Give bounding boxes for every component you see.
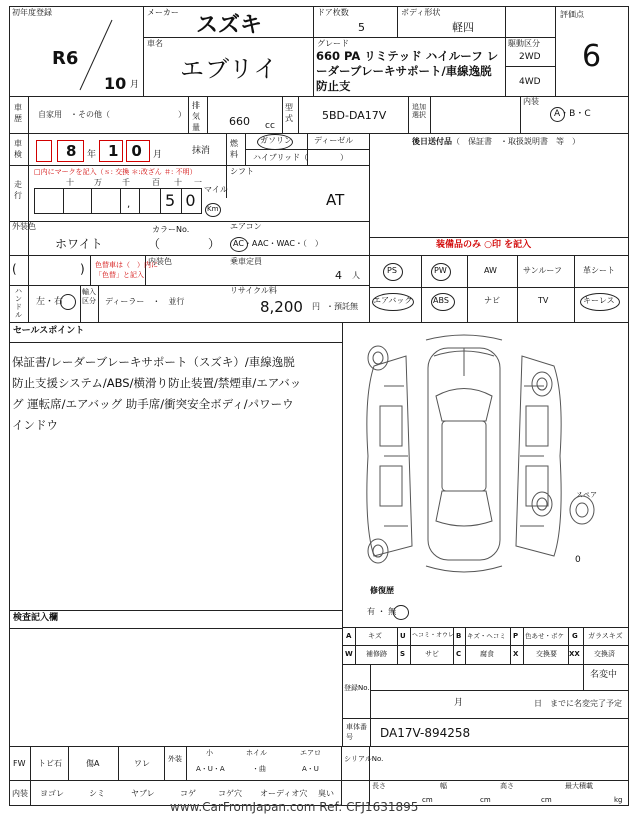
divider xyxy=(80,285,81,322)
divider xyxy=(9,628,342,629)
divider xyxy=(517,255,518,322)
tire-rl xyxy=(368,539,388,563)
fw-item: ワレ xyxy=(134,759,150,768)
documents-label: 後日送付品 xyxy=(412,137,452,146)
divider xyxy=(342,718,629,719)
body-label: ボディ形状 xyxy=(401,8,441,17)
legend-desc: サビ xyxy=(425,650,439,658)
divider xyxy=(313,6,314,37)
person-unit: 人 xyxy=(352,271,360,280)
spare-tire xyxy=(570,496,594,524)
repair-label: 修復歴 xyxy=(370,586,394,595)
equip-keyless: キーレス xyxy=(583,296,615,305)
inspection-day: 10 xyxy=(108,142,155,160)
inspection-box-1 xyxy=(36,140,52,162)
legend-code: C xyxy=(456,650,462,658)
interior-color-label: 内装色 xyxy=(148,257,172,266)
sales-text xyxy=(12,352,340,436)
interior-color-paren-r: ) xyxy=(80,262,85,276)
divider xyxy=(370,690,629,691)
divider xyxy=(505,6,506,96)
divider xyxy=(342,645,629,646)
divider xyxy=(342,322,343,746)
repair-options: 有 ・ 無 xyxy=(367,607,397,616)
first-reg-year: R6 xyxy=(52,48,79,69)
sales-line: グ 運転席/エアバッグ 助手席/衝突安全ボディ/パワーウ xyxy=(12,397,294,411)
digit-label: 十 xyxy=(66,178,74,187)
divider xyxy=(421,255,422,322)
legend-desc: 腐食 xyxy=(480,650,494,658)
equip-abs: ABS xyxy=(433,296,449,305)
inspection-notes-label: 検査記入欄 xyxy=(13,613,59,623)
history-close: ） xyxy=(178,110,186,119)
drive-2wd: 2WD xyxy=(519,52,541,62)
documents-text: （ 保証書 ・取扱説明書 等 ） xyxy=(452,137,580,146)
mileage-unit: マイル xyxy=(204,185,228,194)
equip-sunroof: サンルーフ xyxy=(523,266,562,275)
nai-item: シミ xyxy=(89,789,105,798)
divider xyxy=(430,96,431,133)
divider xyxy=(186,746,187,780)
car-rear-window xyxy=(436,491,492,526)
divider xyxy=(30,746,31,806)
nai-item: コゲ穴 xyxy=(218,789,242,798)
fuel-diesel: ディーゼル xyxy=(314,136,354,145)
ext-curve: ・曲 xyxy=(252,765,266,773)
tire-fr-inner xyxy=(537,378,547,390)
tire-rr-inner xyxy=(537,498,547,510)
chassis-label: 車体番号 xyxy=(346,723,367,741)
fw-label: FW xyxy=(13,759,26,768)
divider xyxy=(465,627,466,664)
mileage-note: □内にマークを記入（ｓ: 交換 ＊:改ざん ＃: 不明） xyxy=(34,168,197,176)
tire-fl-inner xyxy=(373,352,383,364)
equip-navi: ナビ xyxy=(484,296,500,305)
car-roof xyxy=(442,421,486,491)
divider xyxy=(298,96,299,133)
grade-value: 660 PA リミテッド ハイルーフ レーダーブレーキサポート/車線逸脱防止支 xyxy=(316,49,499,93)
legend-desc: 色あせ・ボケ xyxy=(525,632,564,640)
divider xyxy=(164,746,165,780)
divider xyxy=(63,188,64,214)
deregistration: 抹消 xyxy=(192,146,211,156)
equip-airbag: エアバック xyxy=(373,296,413,305)
options-label: 追加選択 xyxy=(412,103,426,119)
type-value: 5BD-DA17V xyxy=(322,109,387,122)
ext-aero: エアロ xyxy=(300,749,321,757)
exterior-label: 外装 xyxy=(168,755,182,763)
nai-label: 内装 xyxy=(12,789,28,798)
ext-wheel: ホイル xyxy=(246,749,267,757)
shift-value: AT xyxy=(326,191,345,209)
history-value: 自家用 ・その他（ xyxy=(38,110,110,119)
legend-desc: ヘコミ・オウレ xyxy=(412,632,455,639)
handle-value: 左・右 xyxy=(36,297,64,307)
maxload-label: 最大積載 xyxy=(565,782,593,790)
legend-code: G xyxy=(572,632,578,640)
divider xyxy=(369,133,370,322)
divider xyxy=(510,627,511,664)
equip-aw: AW xyxy=(484,266,497,275)
first-reg-month: 10 xyxy=(104,74,127,93)
displacement-value: 660 xyxy=(229,115,250,128)
divider xyxy=(9,221,369,222)
ext-auw: A・U・A xyxy=(196,765,225,773)
legend-code: A xyxy=(346,632,352,640)
maker-value: スズキ xyxy=(196,13,263,38)
legend-desc: 交換済 xyxy=(594,650,615,658)
fuel-label: 燃料 xyxy=(230,139,238,159)
doors-value: 5 xyxy=(358,21,365,34)
fuel-hybrid: ハイブリッド xyxy=(253,153,301,162)
divider xyxy=(9,285,369,286)
first-reg-month-unit: 月 xyxy=(130,80,140,90)
digit-label: 万 xyxy=(94,178,102,187)
divider xyxy=(342,664,629,665)
sales-line: インドウ xyxy=(12,418,58,432)
divider xyxy=(9,746,629,747)
repair-none-circle xyxy=(393,605,409,620)
body-value: 軽四 xyxy=(452,21,474,34)
width-unit: cm xyxy=(480,796,491,804)
digit-label: 百 xyxy=(152,178,160,187)
digit-label: 一 xyxy=(194,178,202,187)
ac-label: エアコン xyxy=(230,222,262,231)
divider xyxy=(9,610,342,611)
divider xyxy=(341,746,342,806)
score-label: 評価点 xyxy=(560,10,584,19)
divider xyxy=(28,96,29,322)
ac-value: AC・AAC・WAC・（ ） xyxy=(233,239,323,248)
car-windshield xyxy=(436,389,492,422)
model-label: 車名 xyxy=(147,39,163,48)
divider xyxy=(523,627,524,664)
divider xyxy=(342,627,629,628)
import-label: 輸入区分 xyxy=(82,288,96,305)
height-label: 高さ xyxy=(500,782,514,790)
divider xyxy=(188,96,189,133)
legend-desc: 補修跡 xyxy=(366,650,387,658)
reg-no-label: 登録No. xyxy=(344,684,370,692)
length-unit: cm xyxy=(422,796,433,804)
interior-grades: A・B・C xyxy=(554,109,591,119)
nai-item: ヤブレ xyxy=(131,789,155,798)
interior-label: 内装 xyxy=(523,97,539,106)
divider xyxy=(583,664,584,690)
fuel-gasoline: ガソリン xyxy=(260,136,292,145)
legend-code: X xyxy=(513,650,519,658)
legend-code: XX xyxy=(569,650,580,658)
ext-auw2: A・U xyxy=(302,765,319,773)
repaint-note2: 「色替」と記入 xyxy=(95,271,144,279)
nai-item: コゲ xyxy=(180,789,196,798)
divider xyxy=(9,342,342,343)
divider xyxy=(139,188,140,214)
width-label: 幅 xyxy=(440,782,447,790)
fw-item: 傷A xyxy=(86,759,100,768)
spare-label: スペア xyxy=(576,491,597,499)
recycle-label: リサイクル料 xyxy=(230,286,277,295)
mileage-label: 走行 xyxy=(14,180,22,200)
legend-code: B xyxy=(456,632,462,640)
equip-tv: TV xyxy=(538,296,549,305)
tire-fl xyxy=(368,346,388,370)
nai-item: ヨゴレ xyxy=(40,789,64,798)
equip-leather: 革シート xyxy=(583,266,615,275)
divider xyxy=(555,6,556,96)
divider xyxy=(369,237,629,238)
divider xyxy=(313,37,314,96)
divider xyxy=(520,96,521,133)
color-paren: （ ） xyxy=(148,237,221,251)
divider xyxy=(583,627,584,664)
divider xyxy=(118,746,119,780)
nai-item: オーディオ穴 xyxy=(260,789,308,798)
legend-code: P xyxy=(513,632,519,640)
watermark: www.CarFromJapan.com Ref: CFJ1631895 xyxy=(170,800,419,814)
reg-day-note: 日 までに名変完了予定 xyxy=(534,699,622,708)
drive-4wd: 4WD xyxy=(519,77,541,87)
deposit: ・預託無 xyxy=(326,302,358,311)
reg-month: 月 xyxy=(454,698,464,708)
model-value: エブリイ xyxy=(180,55,279,83)
doors-label: ドア枚数 xyxy=(317,8,349,17)
legend-desc: キズ・ヘコミ xyxy=(467,632,506,640)
divider xyxy=(369,287,629,288)
km-unit: Km xyxy=(207,205,219,213)
legend-desc: ガラスキズ xyxy=(588,632,623,640)
fw-item: トビ石 xyxy=(38,759,62,768)
mileage-comma: , xyxy=(127,199,131,210)
divider xyxy=(568,627,569,664)
digit-label: 千 xyxy=(122,178,130,187)
divider xyxy=(410,627,411,664)
nai-item: 臭い xyxy=(318,789,334,798)
chassis-value: DA17V-894258 xyxy=(380,726,471,740)
grade-label: グレード xyxy=(317,39,349,48)
divider xyxy=(91,188,92,214)
repaint-note1: 色替車は（ ）内に xyxy=(95,261,158,269)
cc-unit: cc xyxy=(265,121,275,131)
divider xyxy=(207,96,208,133)
divider xyxy=(282,96,283,133)
inspection-month-unit: 月 xyxy=(153,150,163,160)
capacity-label: 乗車定員 xyxy=(230,257,262,266)
divider xyxy=(574,255,575,322)
divider xyxy=(145,255,146,285)
inspection-label: 車検 xyxy=(14,139,22,159)
ext-small: 小 xyxy=(206,749,213,757)
color-value: ホワイト xyxy=(55,237,103,251)
yen-unit: 円 xyxy=(312,302,320,311)
inspection-month: 8 xyxy=(66,142,77,160)
history-label: 車歴 xyxy=(14,103,22,123)
divider xyxy=(397,627,398,664)
divider xyxy=(90,255,91,285)
handle-circle xyxy=(60,294,76,310)
recycle-value: 8,200 xyxy=(260,298,303,316)
tire-fr xyxy=(532,372,552,396)
divider xyxy=(9,255,629,256)
interior-color-paren-l: ( xyxy=(12,262,17,276)
divider xyxy=(467,255,468,322)
type-label: 型式 xyxy=(285,103,293,123)
maker-label: メーカー xyxy=(147,8,179,17)
legend-code: S xyxy=(400,650,406,658)
equip-ps: PS xyxy=(387,266,397,275)
sales-line: 保証書/レーダーブレーキサポート（スズキ）/車線逸脱 xyxy=(12,355,295,369)
divider xyxy=(98,285,99,322)
name-change: 名変中 xyxy=(590,670,618,680)
color-label: 外装色 xyxy=(12,222,36,231)
divider xyxy=(9,133,629,134)
divider xyxy=(505,66,555,67)
height-unit: cm xyxy=(541,796,552,804)
divider xyxy=(355,627,356,664)
equip-note: 装備品のみ ○印 を記入 xyxy=(436,240,532,250)
legend-code: U xyxy=(400,632,406,640)
legend-code: W xyxy=(345,650,353,658)
spare-value: 0 xyxy=(575,555,581,565)
divider xyxy=(68,746,69,780)
divider xyxy=(9,322,629,323)
sales-line: 防止支援システム/ABS/横滑り防止装置/禁煙車/エアバッ xyxy=(12,376,302,390)
drive-label: 駆動区分 xyxy=(508,39,540,48)
fuel-paren: （ ） xyxy=(300,153,348,162)
sales-label: セールスポイント xyxy=(13,326,85,336)
divider xyxy=(160,188,161,214)
serial-label: シリアルNo. xyxy=(344,755,384,763)
divider xyxy=(9,165,369,166)
shift-label: シフト xyxy=(230,167,254,176)
capacity-value: 4 xyxy=(335,269,342,282)
divider xyxy=(397,6,398,37)
handle-label: ハンドル xyxy=(15,287,22,319)
divider xyxy=(408,96,409,133)
inspection-year-unit: 年 xyxy=(87,150,97,160)
equip-pw: PW xyxy=(434,266,447,275)
legend-desc: 交換要 xyxy=(536,650,557,658)
car-damage-diagram xyxy=(346,326,626,591)
score-value: 6 xyxy=(582,39,602,74)
digit-label: 十 xyxy=(174,178,182,187)
car-top-view xyxy=(428,348,500,560)
divider xyxy=(9,780,629,781)
divider xyxy=(120,188,121,214)
legend-desc: キズ xyxy=(368,632,382,640)
divider xyxy=(370,664,371,746)
mileage-value: 5 0 xyxy=(165,191,196,210)
color-no-label: カラーNo. xyxy=(152,225,190,234)
tire-rr xyxy=(532,492,552,516)
maxload-unit: kg xyxy=(614,796,623,804)
length-label: 長さ xyxy=(372,782,386,790)
displacement-label: 排気量 xyxy=(192,101,200,132)
import-value: ディーラー ・ 並行 xyxy=(105,297,185,306)
divider xyxy=(143,6,144,96)
first-reg-label: 初年度登録 xyxy=(12,8,52,17)
